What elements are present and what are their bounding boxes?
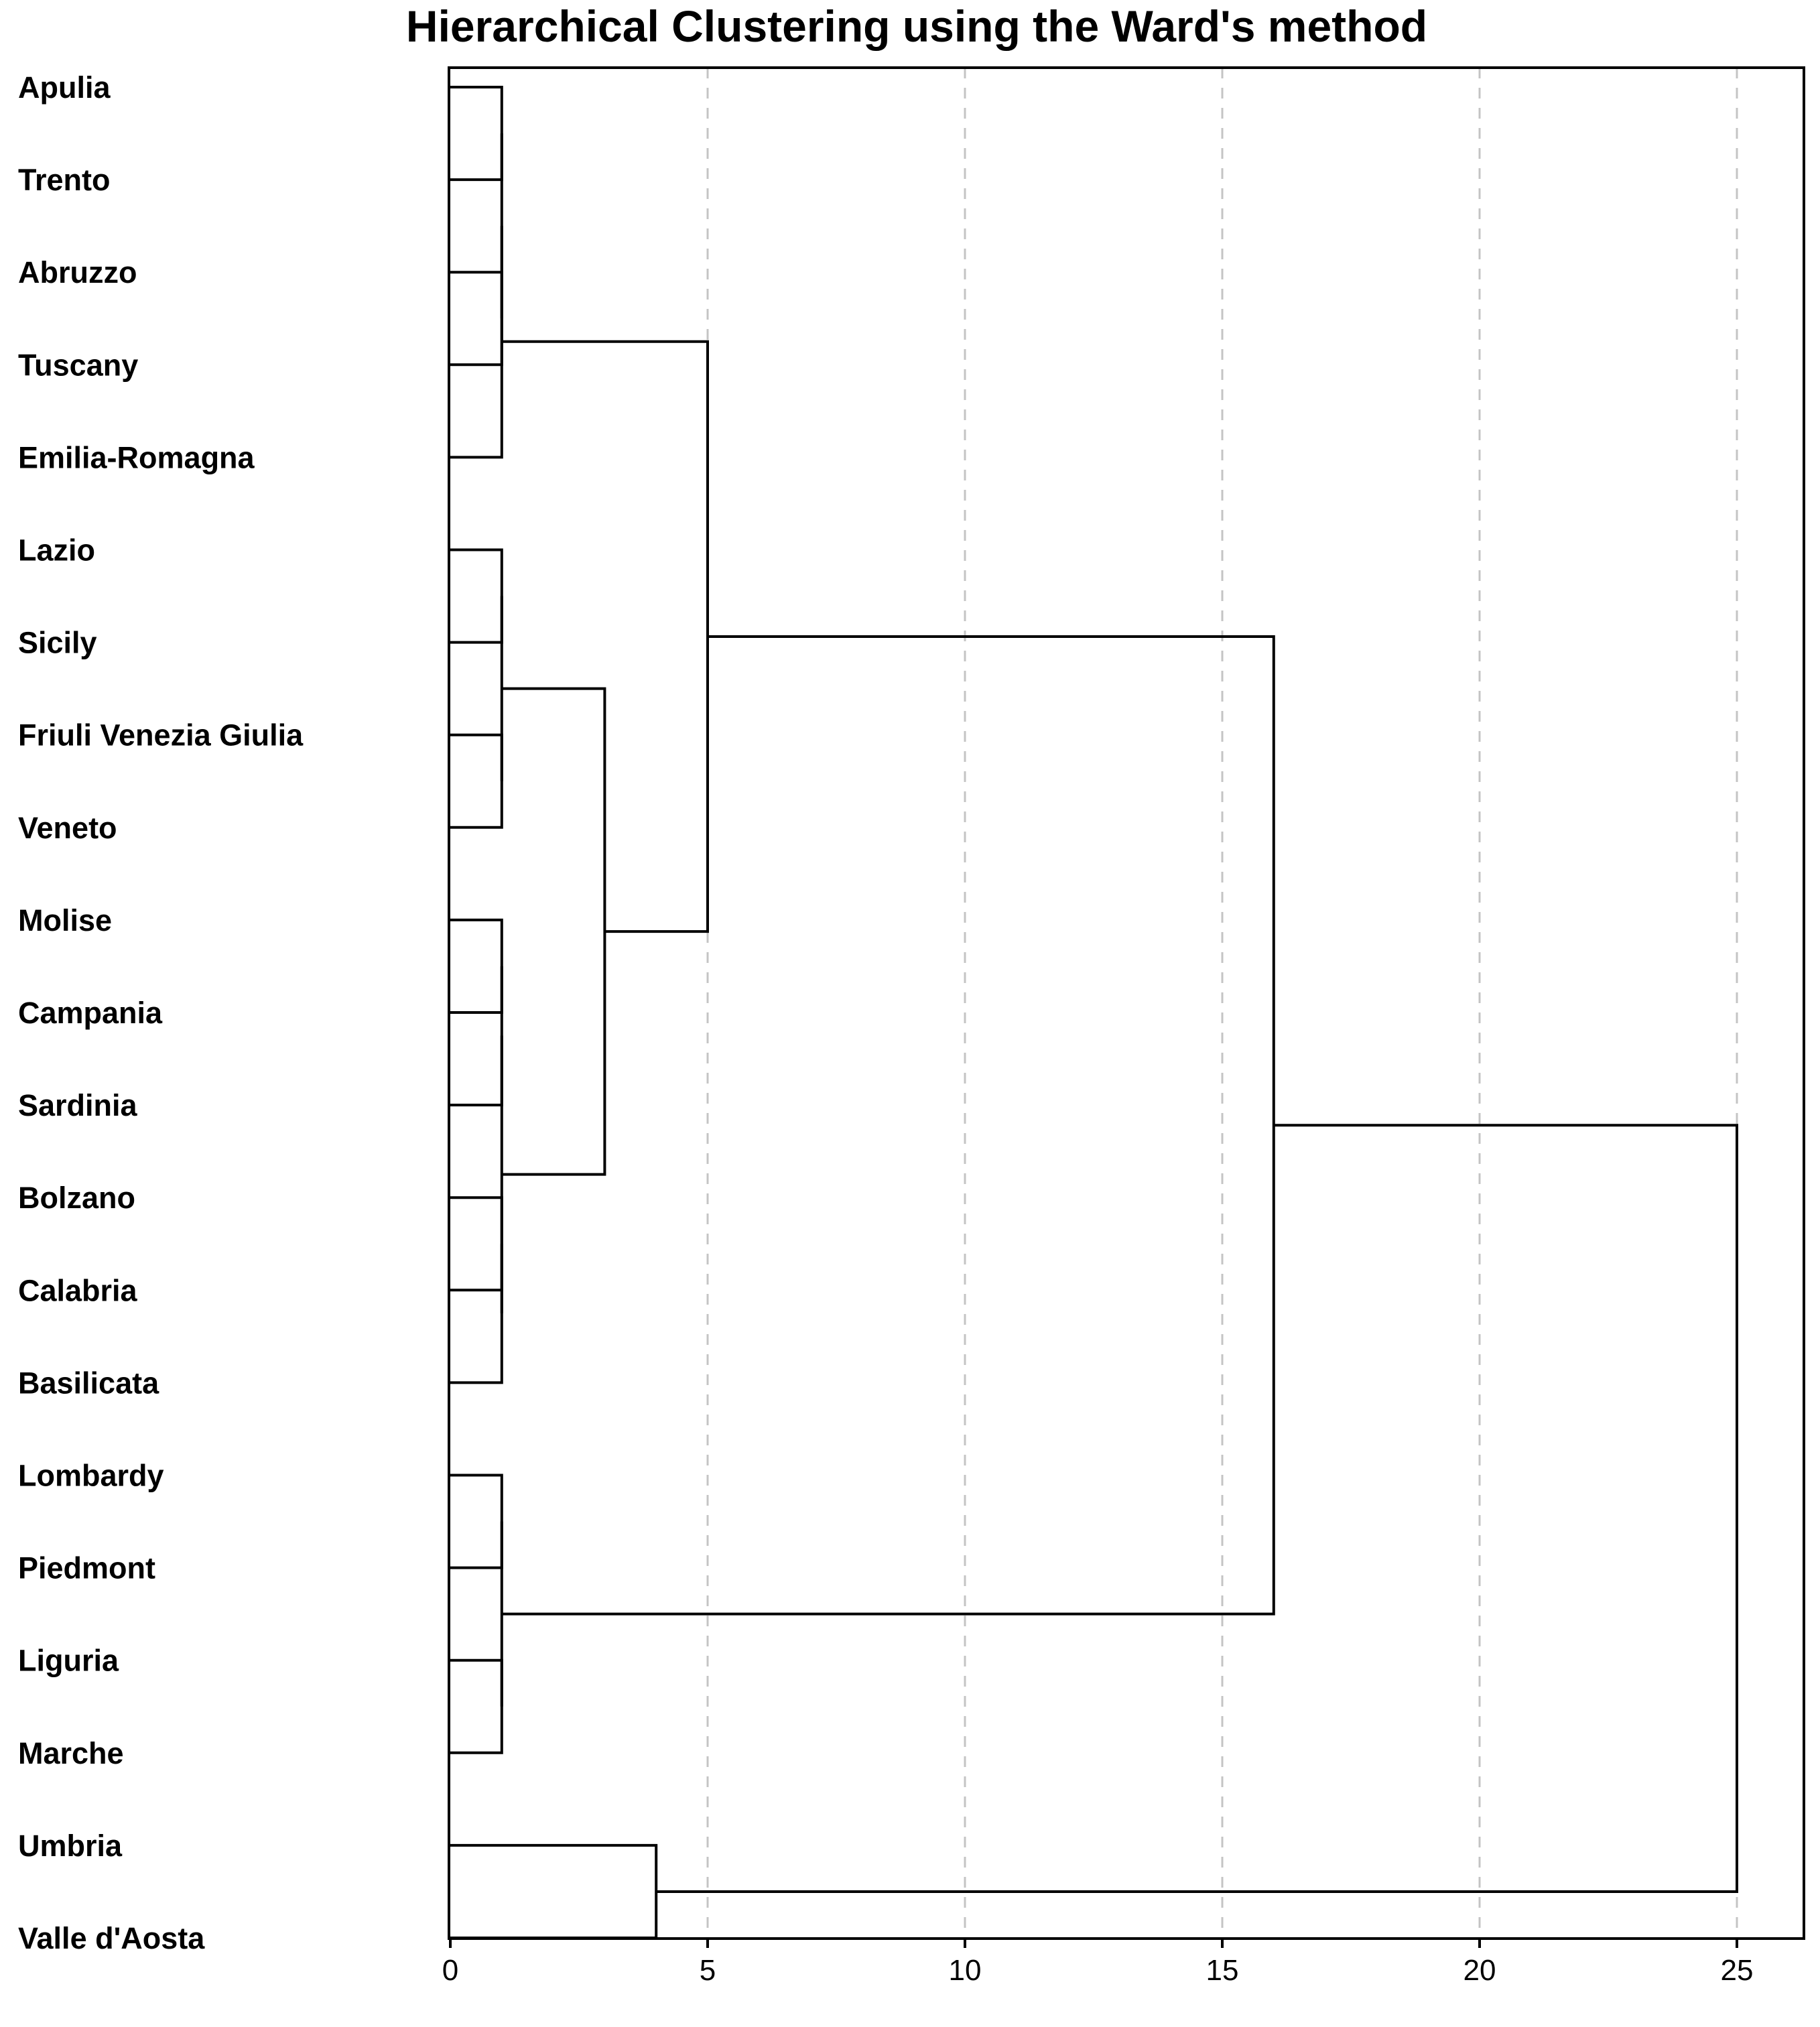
leaf-label-calabria: Calabria [18, 1273, 137, 1308]
leaf-label-bolzano: Bolzano [18, 1181, 135, 1216]
plot-frame [449, 68, 1804, 1939]
leaf-label-sardinia: Sardinia [18, 1088, 137, 1123]
leaf-label-lazio: Lazio [18, 533, 96, 568]
x-axis [442, 1939, 1754, 1987]
link-5 [450, 550, 502, 643]
link-6 [450, 735, 502, 828]
link-19 [450, 1845, 656, 1938]
link-8 [450, 920, 502, 1012]
link-9 [450, 1197, 502, 1290]
link-18 [502, 637, 1274, 1614]
link-1 [450, 87, 502, 180]
leaf-label-emilia-romagna: Emilia-Romagna [18, 440, 255, 475]
leaf-label-liguria: Liguria [18, 1643, 119, 1678]
leaf-label-tuscany: Tuscany [18, 348, 139, 383]
link-16 [502, 689, 605, 1175]
leaf-label-lombardy: Lombardy [18, 1458, 164, 1493]
leaf-label-piedmont: Piedmont [18, 1551, 156, 1585]
link-4 [450, 226, 502, 457]
leaf-label-basilicata: Basilicata [18, 1366, 159, 1400]
leaf-label-trento: Trento [18, 163, 111, 198]
link-14 [450, 1660, 502, 1753]
x-tick-label-0: 0 [442, 1954, 459, 1987]
leaf-label-campania: Campania [18, 996, 163, 1030]
leaf-label-friuli-venezia-giulia: Friuli Venezia Giulia [18, 718, 304, 753]
leaf-label-valle-d-aosta: Valle d'Aosta [18, 1921, 205, 1955]
leaf-labels [18, 70, 304, 1955]
x-tick-label-20: 20 [1463, 1954, 1496, 1987]
leaf-label-abruzzo: Abruzzo [18, 255, 137, 290]
dendrogram-links [450, 87, 1737, 1938]
link-10 [450, 1244, 502, 1382]
leaf-label-molise: Molise [18, 903, 113, 937]
link-20 [656, 1125, 1737, 1892]
leaf-label-apulia: Apulia [18, 70, 111, 105]
x-tick-label-10: 10 [948, 1954, 982, 1987]
x-tick-label-5: 5 [699, 1954, 716, 1987]
leaf-label-marche: Marche [18, 1736, 124, 1770]
x-tick-label-25: 25 [1720, 1954, 1754, 1987]
chart-title: Hierarchical Clustering using the Ward's method [405, 1, 1428, 51]
leaf-label-sicily: Sicily [18, 625, 97, 660]
x-tick-label-15: 15 [1206, 1954, 1239, 1987]
leaf-label-umbria: Umbria [18, 1828, 123, 1863]
link-2 [450, 272, 502, 365]
link-13 [450, 1476, 502, 1568]
link-11 [450, 966, 502, 1105]
leaf-label-veneto: Veneto [18, 810, 117, 845]
grid-lines [708, 68, 1737, 1939]
